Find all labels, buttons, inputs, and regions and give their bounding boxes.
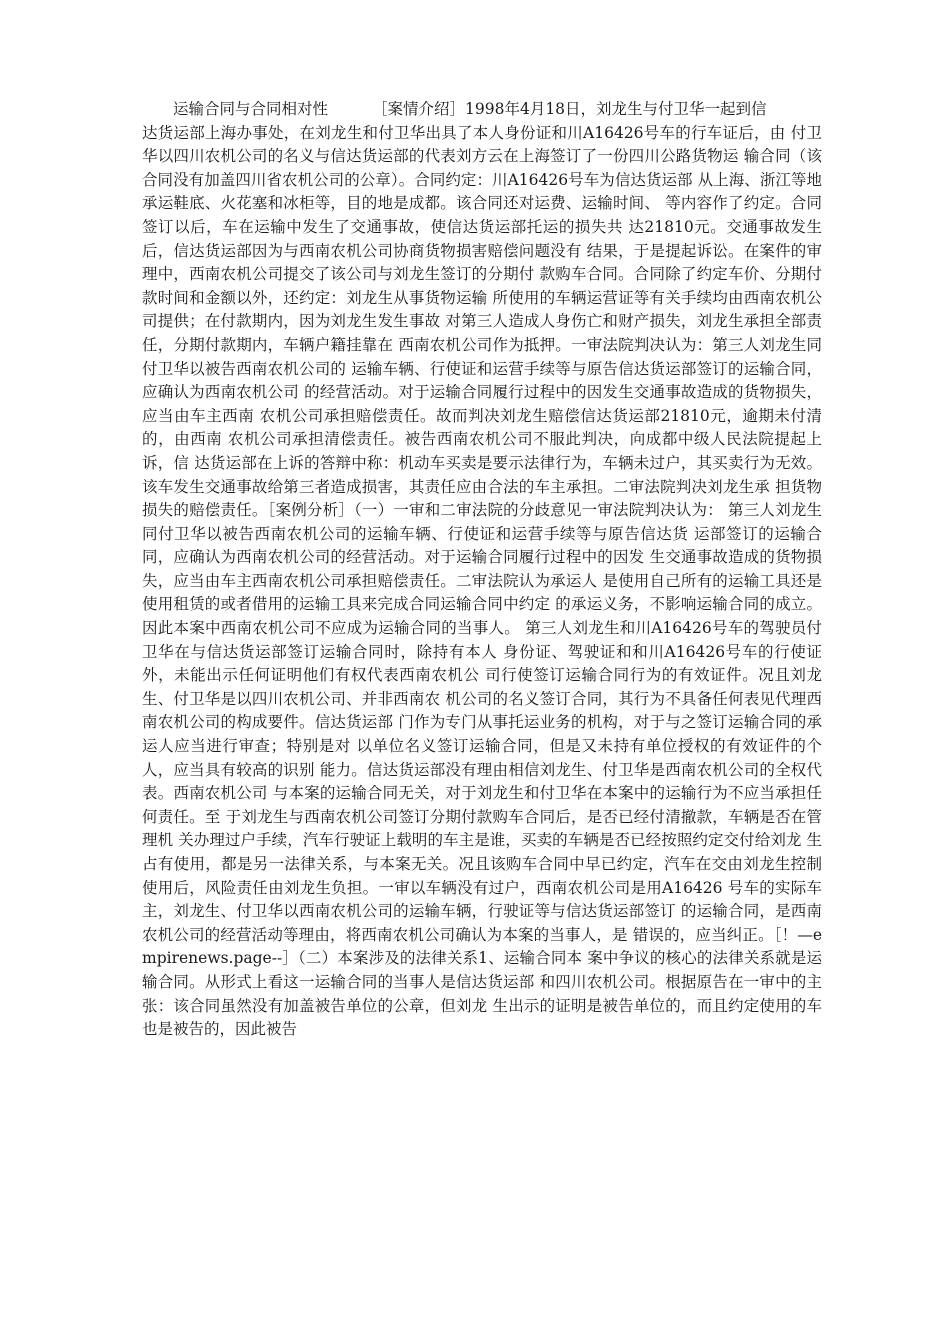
document-body [142, 98, 822, 1042]
intro-paragraph [142, 98, 822, 122]
body-paragraph: 达货运部上海办事处，在刘龙生和付卫华出具了本人身份证和川A16426号车的行车证后，由 付卫华以四川农机公司的名义与信达货运部的代表刘方云在上海签订了一份四川公路货物运 输合同（该合同没有加盖四川省农机公司的公章）。合同约定：川A16426号车为信达货运部 从上海、浙江等地承运鞋底、火花塞和冰柜等，目的地是成都。该合同还对运费、运输时间、 等内容作了约定。合同签订以后，车在运输中发生了交通事故，使信达货运部托运的损失共 达21810元。交通事故发生后，信达货运部因为与西南农机公司协商货物损害赔偿问题没有 结果，于是提起诉讼。在案件的审理中，西南农机公司提交了该公司与刘龙生签订的分期付 款购车合同。合同除了约定车价、分期付款时间和金额以外，还约定：刘龙生从事货物运输 所使用的车辆运营证等有关手续均由西南农机公司提供；在付款期内，因为刘龙生发生事故 对第三人造成人身伤亡和财产损失，刘龙生承担全部责任，分期付款期内，车辆户籍挂靠在 西南农机公司作为抵押。一审法院判决认为：第三人刘龙生同付卫华以被告西南农机公司的 运输车辆、行使证和运营手续等与原告信达货运部签订的运输合同，应确认为西南农机公司 的经营活动。对于运输合同履行过程中的因发生交通事故造成的货物损失，应当由车主西南 农机公司承担赔偿责任。故而判决刘龙生赔偿信达货运部21810元，逾期未付清的，由西南 农机公司承担清偿责任。被告西南农机公司不服此判决，向成都中级人民法院提起上诉，信 达货运部在上诉的答辩中称：机动车买卖是要示法律行为，车辆未过户，其买卖行为无效。 该车发生交通事故给第三者造成损害，其责任应由合法的车主承担。二审法院判决刘龙生承 担货物损失的赔偿责任。［案例分析］（一）一审和二审法院的分歧意见一审法院判决认为： 第三人刘龙生同付卫华以被告西南农机公司的运输车辆、行使证和运营手续等与原告信达货 运部签订的运输合同，应确认为西南农机公司的经营活动。对于运输合同履行过程中的因发 生交通事故造成的货物损失，应当由车主西南农机公司承担赔偿责任。二审法院认为承运人 是使用自己所有的运输工具还是使用租赁的或者借用的运输工具来完成合同运输合同中约定 的承运义务，不影响运输合同的成立。因此本案中西南农机公司不应成为运输合同的当事人。 第三人刘龙生和川A16426号车的驾驶员付卫华在与信达货运部签订运输合同时，除持有本人 身份证、驾驶证和和川A16426号车的行使证外，未能出示任何证明他们有权代表西南农机公 司行使签订运输合同行为的有效证件。况且刘龙生、付卫华是以四川农机公司、并非西南农 机公司的名义签订合同，其行为不具备任何表见代理西南农机公司的构成要件。信达货运部 门作为专门从事托运业务的机构，对于与之签订运输合同的承运人应当进行审查；特别是对 以单位名义签订运输合同，但是又未持有单位授权的有效证件的个人，应当具有较高的识别 能力。信达货运部没有理由相信刘龙生、付卫华是西南农机公司的全权代表。西南农机公司 与本案的运输合同无关，对于刘龙生和付卫华在本案中的运输行为不应当承担任何责任。至 于刘龙生与西南农机公司签订分期付款购车合同后，是否已经付清撤款，车辆是否在管理机 关办理过户手续，汽车行驶证上载明的车主是谁，买卖的车辆是否已经按照约定交付给刘龙 生占有使用，都是另一法律关系，与本案无关。况且该购车合同中早已约定，汽车在交由刘龙生控制使用后，风险责任由刘龙生负担。一审以车辆没有过户，西南农机公司是用A16426 号车的实际车主，刘龙生、付卫华以西南农机公司的运输车辆，行驶证等与信达货运部签订 的运输合同，是西南农机公司的经营活动等理由，将西南农机公司确认为本案的当事人，是 错误的，应当纠正。［！—empirenews.page--］（二）本案涉及的法律关系1、运输合同本 案中争议的核心的法律关系就是运输合同。从形式上看这一运输合同的当事人是信达货运部 和四川农机公司。根据原告在一审中的主张：该合同虽然没有加盖被告单位的公章，但刘龙 生出示的证明是被告单位的，而且约定使用的车也是被告的，因此被告 [142, 123, 822, 1039]
document-title: 运输合同与合同相对性 [173, 100, 329, 118]
case-intro-text: ［案情介绍］1998年4月18日，刘龙生与付卫华一起到信 [372, 100, 767, 118]
